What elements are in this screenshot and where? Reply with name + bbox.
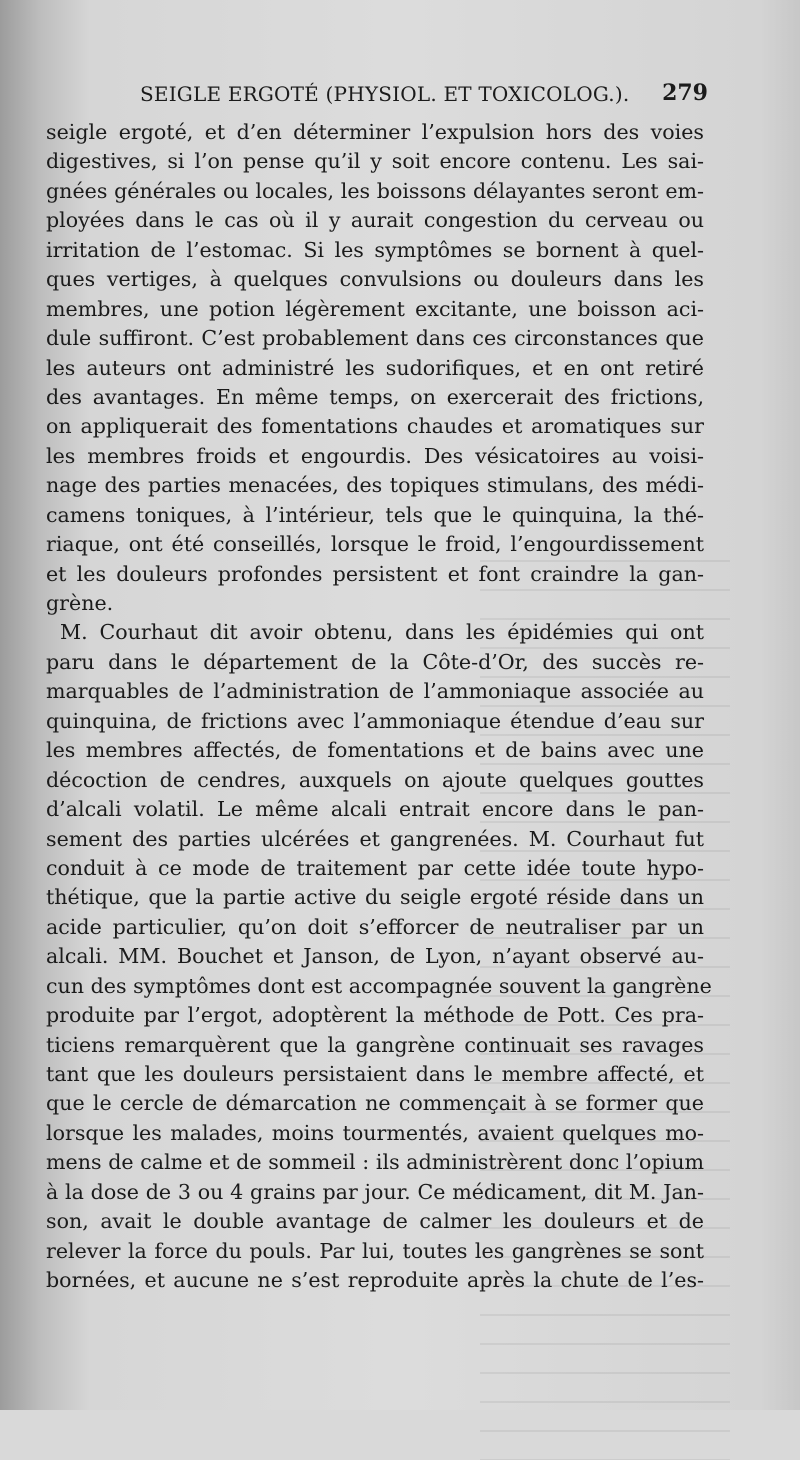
- page-number: 279: [662, 80, 708, 106]
- text-line: on appliquerait des fomentations chaudes et aromatiques sur: [46, 414, 704, 439]
- body-text: [46, 118, 712, 1296]
- text-line: M. Courhaut dit avoir obtenu, dans les épidémies qui ont: [60, 620, 704, 645]
- text-line: les membres froids et engourdis. Des vésicatoires au voisi-: [46, 443, 704, 468]
- text-line: digestives, si l’on pense qu’il y soit encore contenu. Les sai-: [46, 149, 704, 174]
- text-line: seigle ergoté, et d’en déterminer l’expulsion hors des voies: [46, 120, 704, 144]
- text-line: dule suffiront. C’est probablement dans ces circonstances que: [46, 326, 704, 351]
- text-line: décoction de cendres, auxquels on ajoute quelques gouttes: [46, 767, 704, 792]
- text-line: grène.: [46, 591, 114, 615]
- text-line: acide particulier, qu’on doit s’efforcer de neutraliser par un: [46, 914, 704, 939]
- text-line: tant que les douleurs persistaient dans le membre affecté, et: [46, 1062, 704, 1086]
- text-line: ques vertiges, à quelques convulsions ou douleurs dans les: [46, 267, 704, 292]
- text-line: thétique, que la partie active du seigle ergoté réside dans un: [46, 885, 704, 910]
- text-line: irritation de l’estomac. Si les symptômes se bornent à quel-: [46, 237, 704, 262]
- text-line: quinquina, de frictions avec l’ammoniaque étendue d’eau sur: [46, 708, 704, 733]
- running-title: SEIGLE ERGOTÉ (PHYSIOL. ET TOXICOLOG.).: [140, 82, 630, 106]
- text-line: lorsque les malades, moins tourmentés, avaient quelques mo-: [46, 1120, 704, 1145]
- text-line: son, avait le double avantage de calmer les douleurs et de: [46, 1209, 704, 1234]
- text-line: cun des symptômes dont est accompagnée souvent la gangrène: [46, 973, 712, 998]
- text-line: mens de calme et de sommeil : ils administrèrent donc l’opium: [46, 1150, 704, 1175]
- text-line: des avantages. En même temps, on exercerait des frictions,: [46, 384, 704, 409]
- text-line: gnées générales ou locales, les boissons délayantes seront em-: [46, 178, 704, 203]
- text-line: riaque, ont été conseillés, lorsque le froid, l’engourdissement: [46, 532, 704, 557]
- text-line: nage des parties menacées, des topiques stimulans, des médi-: [46, 473, 704, 498]
- text-line: à la dose de 3 ou 4 grains par jour. Ce médicament, dit M. Jan-: [46, 1179, 704, 1204]
- text-line: paru dans le département de la Côte-d’Or, des succès re-: [46, 649, 704, 674]
- text-line: ticiens remarquèrent que la gangrène continuait ses ravages: [46, 1032, 704, 1057]
- text-line: que le cercle de démarcation ne commençait à se former que: [46, 1091, 704, 1116]
- text-line: alcali. MM. Bouchet et Janson, de Lyon, n’ayant observé au-: [46, 944, 704, 969]
- text-line: les membres affectés, de fomentations et de bains avec une: [46, 738, 704, 763]
- text-line: marquables de l’administration de l’ammoniaque associée au: [46, 679, 704, 704]
- text-line: conduit à ce mode de traitement par cette idée toute hypo-: [46, 855, 704, 880]
- text-line: ployées dans le cas où il y aurait congestion du cerveau ou: [46, 208, 704, 233]
- running-header: [140, 82, 710, 118]
- text-line: d’alcali volatil. Le même alcali entrait encore dans le pan-: [46, 797, 704, 822]
- text-line: et les douleurs profondes persistent et font craindre la gan-: [46, 561, 704, 586]
- text-line: membres, une potion légèrement excitante, une boisson aci-: [46, 296, 704, 321]
- text-line: les auteurs ont administré les sudorifiques, et en ont retiré: [46, 355, 704, 380]
- text-line: camens toniques, à l’intérieur, tels que le quinquina, la thé-: [46, 502, 704, 527]
- text-line: sement des parties ulcérées et gangrenées. M. Courhaut fut: [46, 826, 704, 851]
- text-line: relever la force du pouls. Par lui, toutes les gangrènes se sont: [46, 1238, 704, 1263]
- text-line: produite par l’ergot, adoptèrent la méthode de Pott. Ces pra-: [46, 1003, 704, 1028]
- text-line: bornées, et aucune ne s’est reproduite après la chute de l’es-: [46, 1268, 704, 1293]
